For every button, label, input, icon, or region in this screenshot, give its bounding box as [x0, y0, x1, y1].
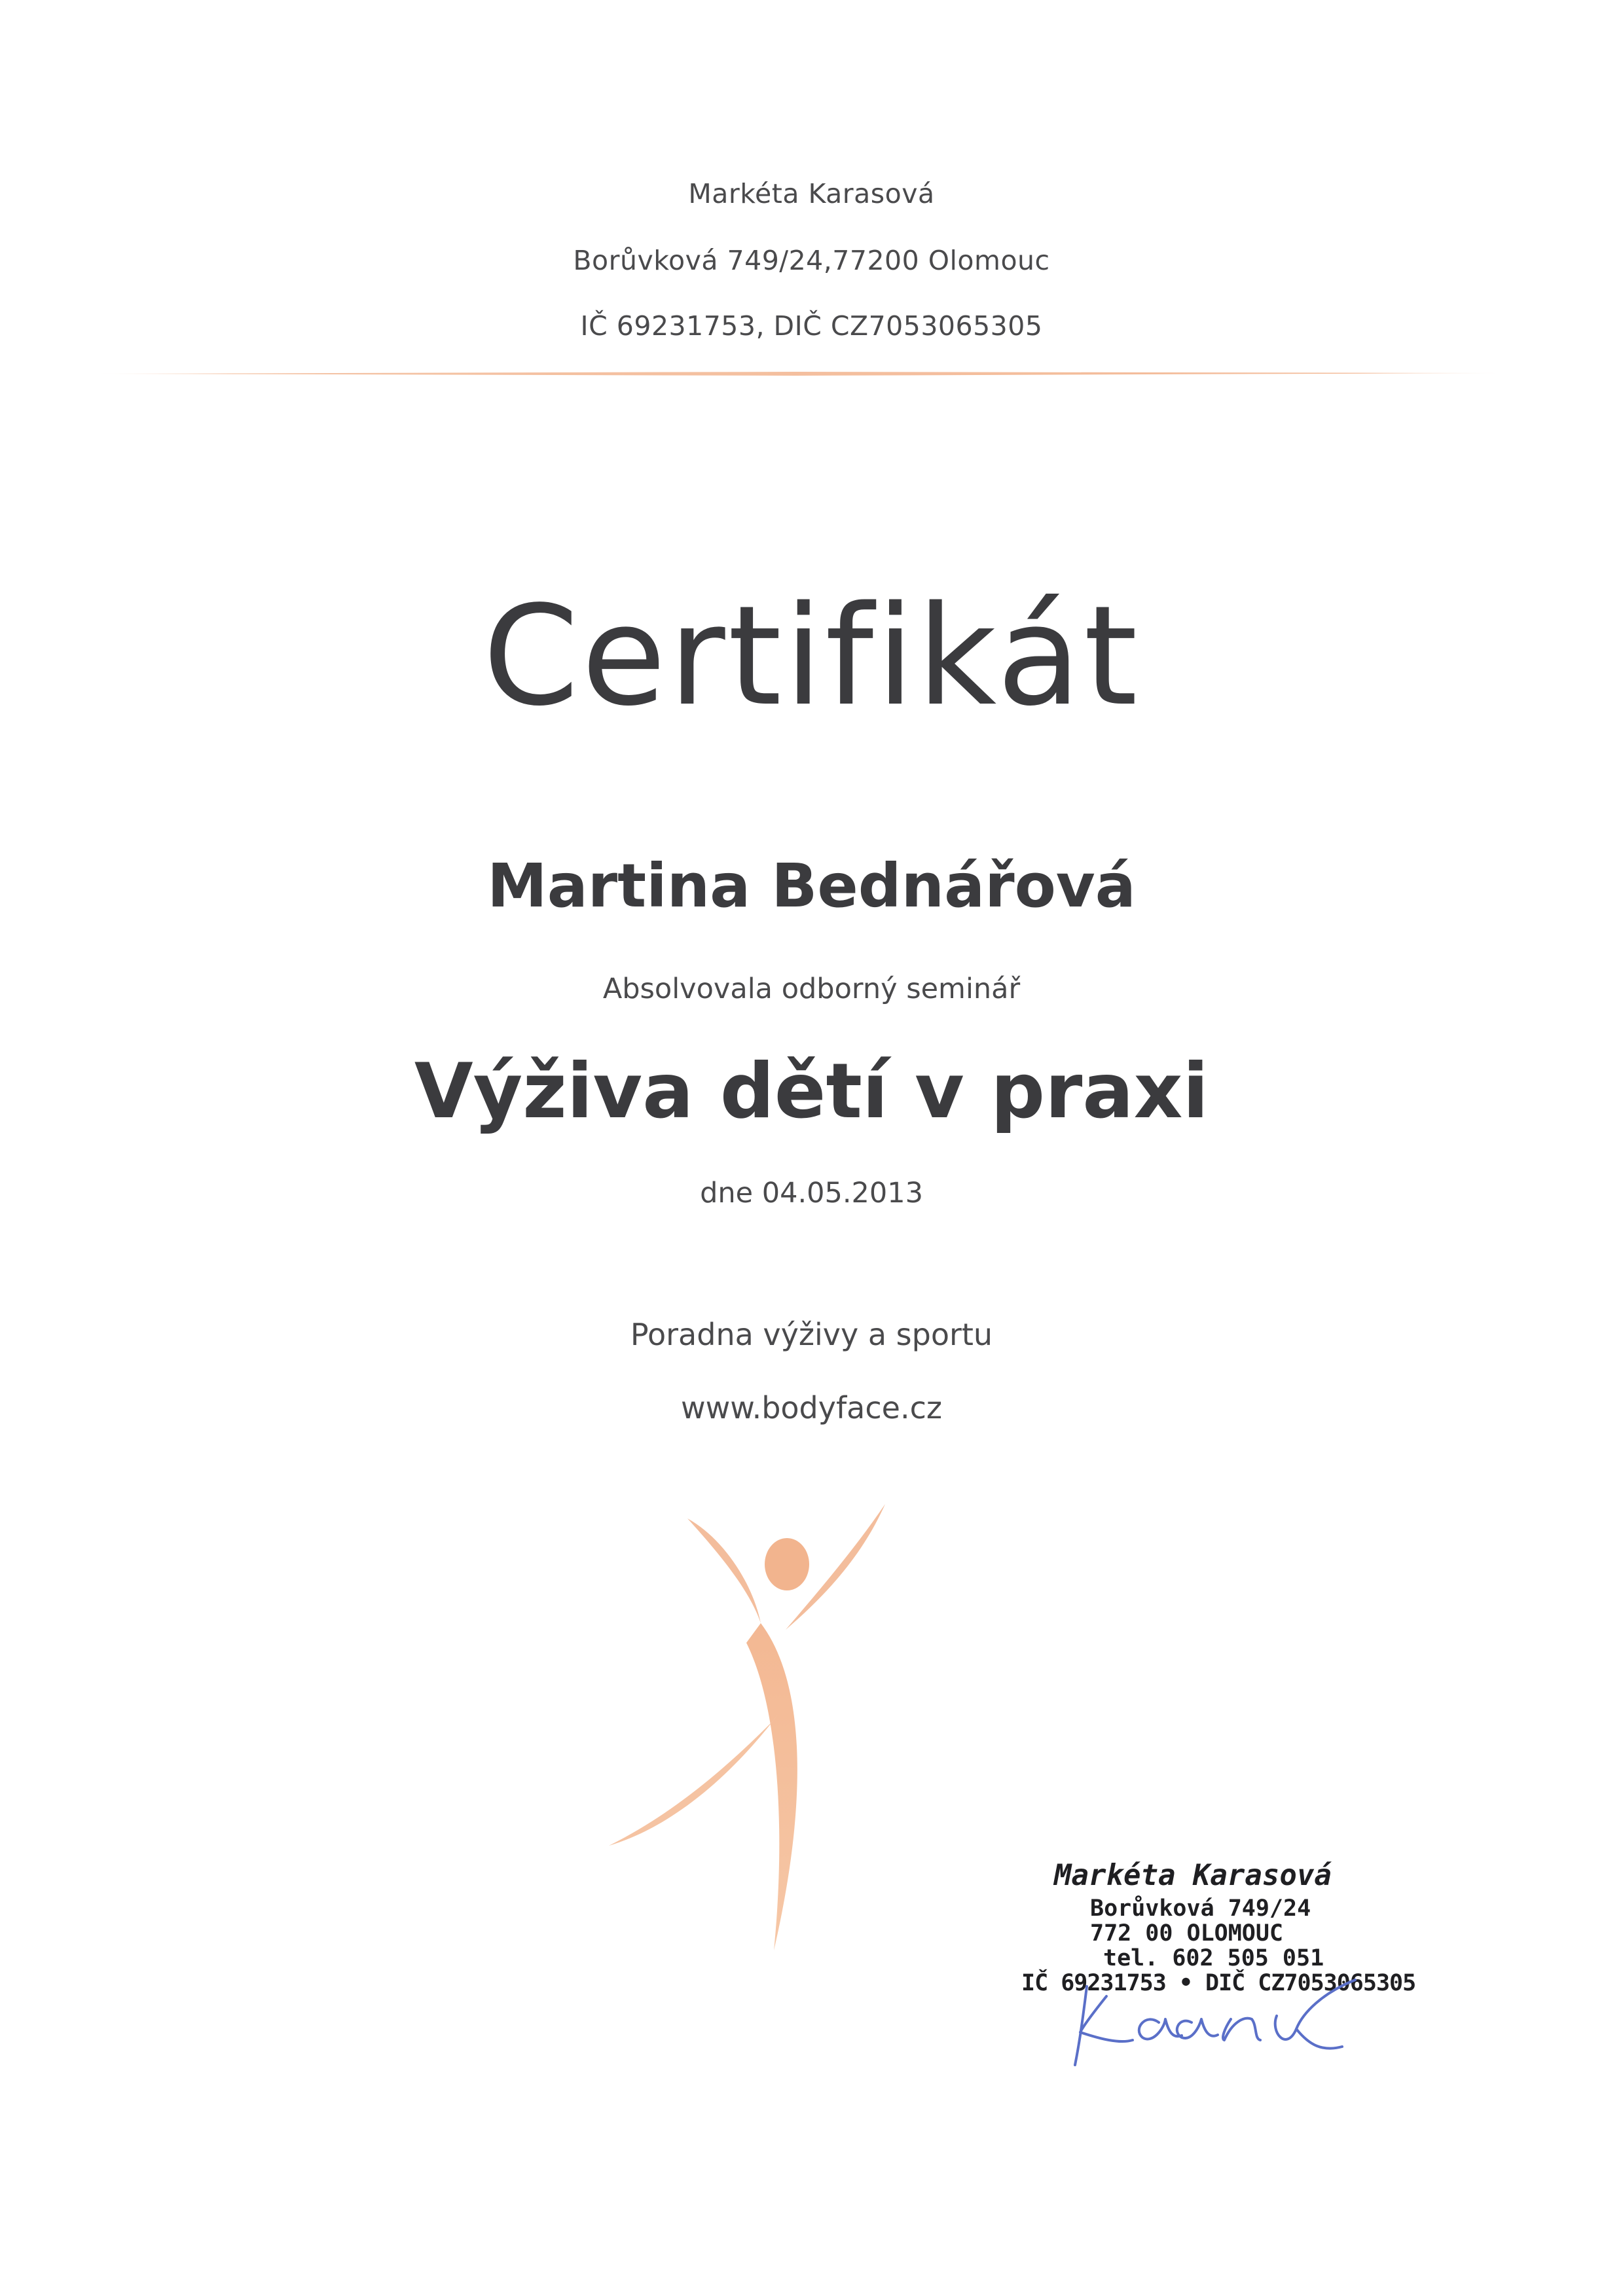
stamp-name: Markéta Karasová	[1054, 1859, 1332, 1892]
seminar-date: dne 04.05.2013	[700, 1177, 923, 1210]
certificate-title: Certifikát	[483, 576, 1140, 736]
stamp-phone: tel. 602 505 051	[1103, 1945, 1324, 1971]
stamp-city: 772 00 OLOMOUC	[1090, 1920, 1284, 1946]
organization-name: Poradna výživy a sportu	[630, 1317, 993, 1352]
stamp-street: Borůvková 749/24	[1090, 1895, 1311, 1922]
jumping-figure-logo-icon	[589, 1492, 917, 1964]
header-address: Borůvková 749/24,77200 Olomouc	[573, 245, 1050, 276]
header-name: Markéta Karasová	[688, 178, 935, 209]
organization-website: www.bodyface.cz	[680, 1390, 943, 1426]
header-divider	[92, 370, 1499, 377]
handwritten-signature	[1061, 1967, 1401, 2072]
completed-text: Absolvovala odborný seminář	[602, 973, 1021, 1005]
stamp-ids: IČ 69231753 • DIČ CZ7053065305	[1021, 1970, 1416, 1996]
header-ids: IČ 69231753, DIČ CZ7053065305	[580, 310, 1043, 342]
seminar-title: Výživa dětí v praxi	[414, 1047, 1209, 1136]
recipient-name: Martina Bednářová	[487, 851, 1136, 921]
